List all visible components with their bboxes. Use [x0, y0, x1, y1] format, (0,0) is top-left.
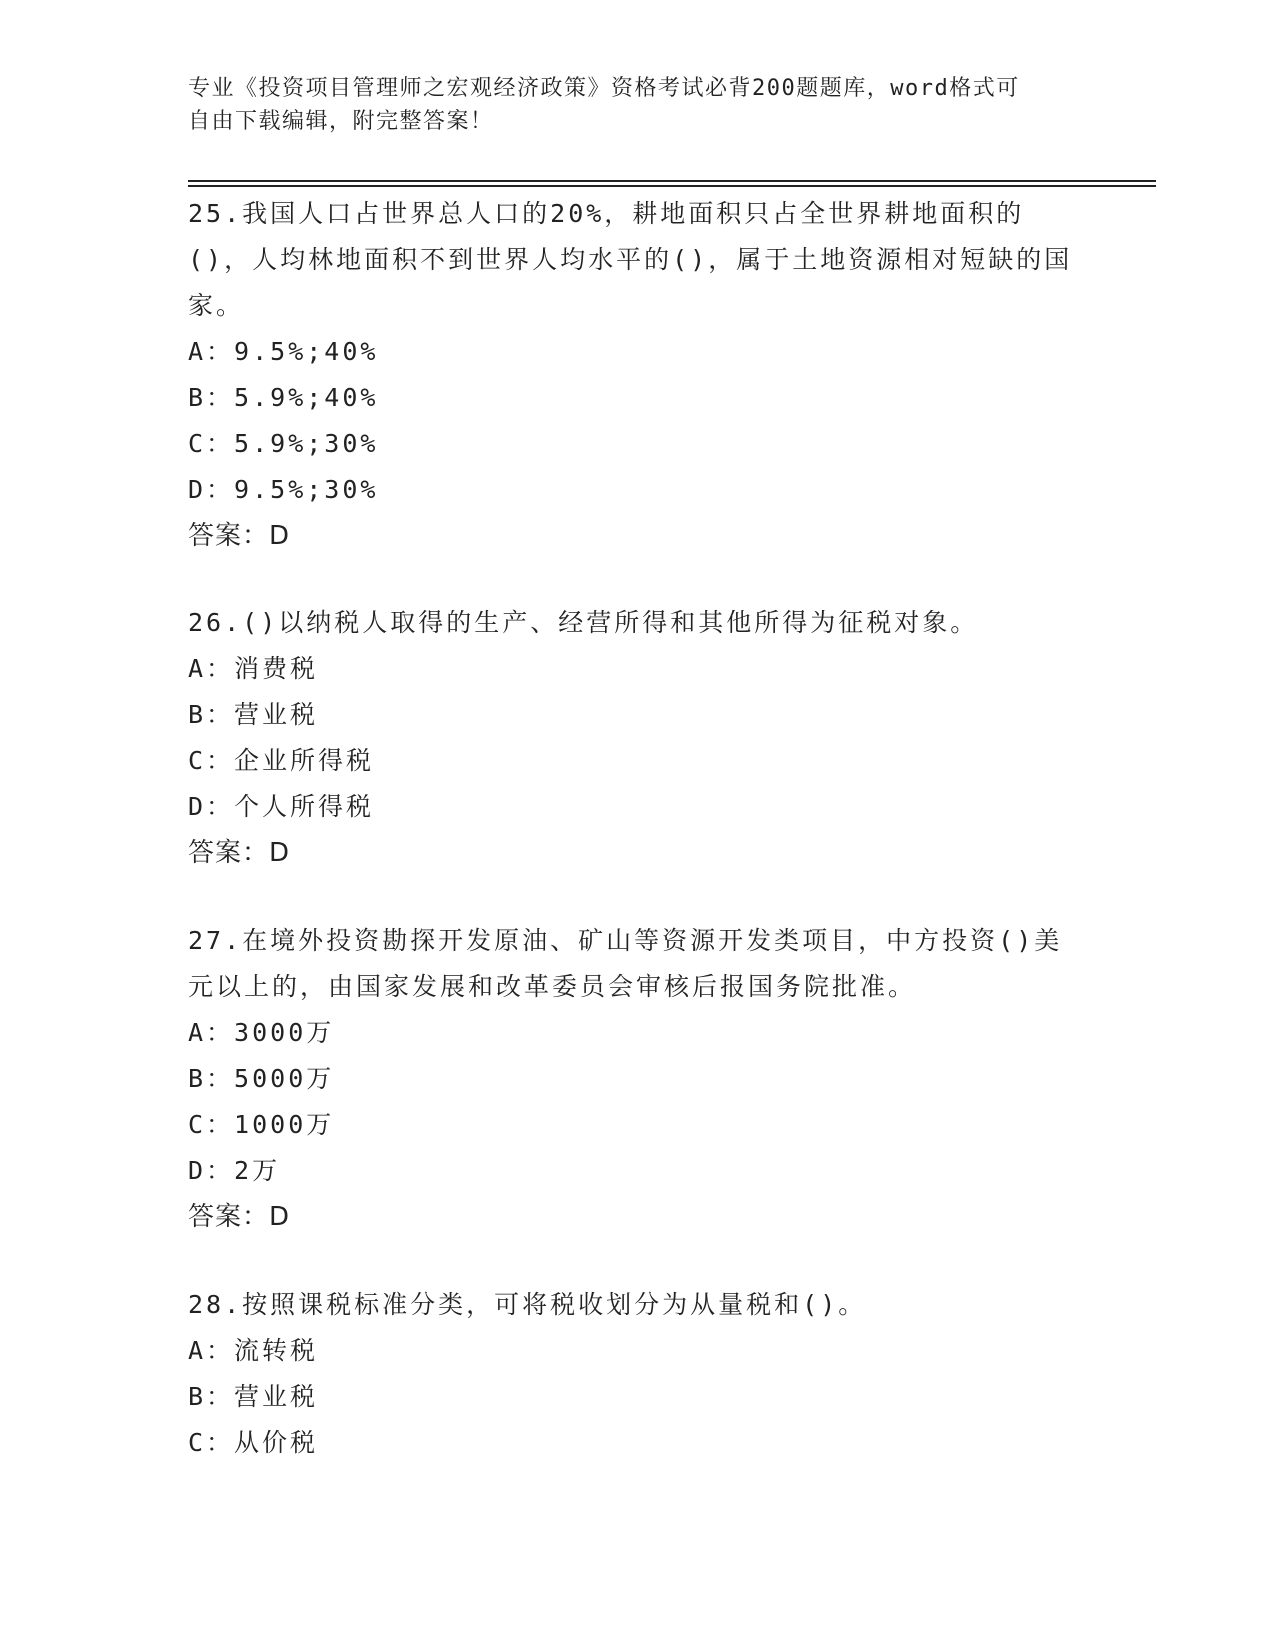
option-a: A：流转税: [188, 1336, 319, 1365]
header-line-2: 自由下载编辑，附完整答案！: [188, 109, 494, 134]
question-text: 25.我国人口占世界总人口的20%，耕地面积只占全世界耕地面积的()，人均林地面积不到世界人均水平的()，属于土地资源相对短缺的国家。: [188, 199, 1073, 320]
option-c: C：企业所得税: [188, 746, 375, 775]
answer: 答案：D: [188, 521, 291, 551]
header-divider-top: [188, 180, 1156, 182]
document-header: [188, 72, 1088, 138]
header-line-1: 专业《投资项目管理师之宏观经济政策》资格考试必背200题题库，word格式可: [188, 76, 1020, 101]
option-c: C：从价税: [188, 1428, 319, 1457]
option-a: A：消费税: [188, 654, 319, 683]
option-b: B：5000万: [188, 1064, 335, 1093]
answer: 答案：D: [188, 1202, 291, 1232]
question-25: [188, 191, 1088, 559]
option-b: B：营业税: [188, 1382, 319, 1411]
question-26: [188, 600, 1088, 876]
option-d: D：2万: [188, 1156, 281, 1185]
option-d: D：个人所得税: [188, 792, 375, 821]
option-b: B：5.9%;40%: [188, 383, 379, 412]
option-a: A：9.5%;40%: [188, 337, 379, 366]
option-c: C：5.9%;30%: [188, 429, 379, 458]
header-divider-bottom: [188, 185, 1156, 187]
question-text: 26.()以纳税人取得的生产、经营所得和其他所得为征税对象。: [188, 608, 979, 637]
option-b: B：营业税: [188, 700, 319, 729]
question-text: 28.按照课税标准分类，可将税收划分为从量税和()。: [188, 1290, 867, 1319]
option-d: D：9.5%;30%: [188, 475, 379, 504]
answer: 答案：D: [188, 838, 291, 868]
option-c: C：1000万: [188, 1110, 335, 1139]
question-text: 27.在境外投资勘探开发原油、矿山等资源开发类项目，中方投资()美元以上的，由国家发展和改革委员会审核后报国务院批准。: [188, 926, 1063, 1001]
option-a: A：3000万: [188, 1018, 335, 1047]
question-27: [188, 918, 1088, 1240]
question-28: [188, 1282, 1088, 1466]
